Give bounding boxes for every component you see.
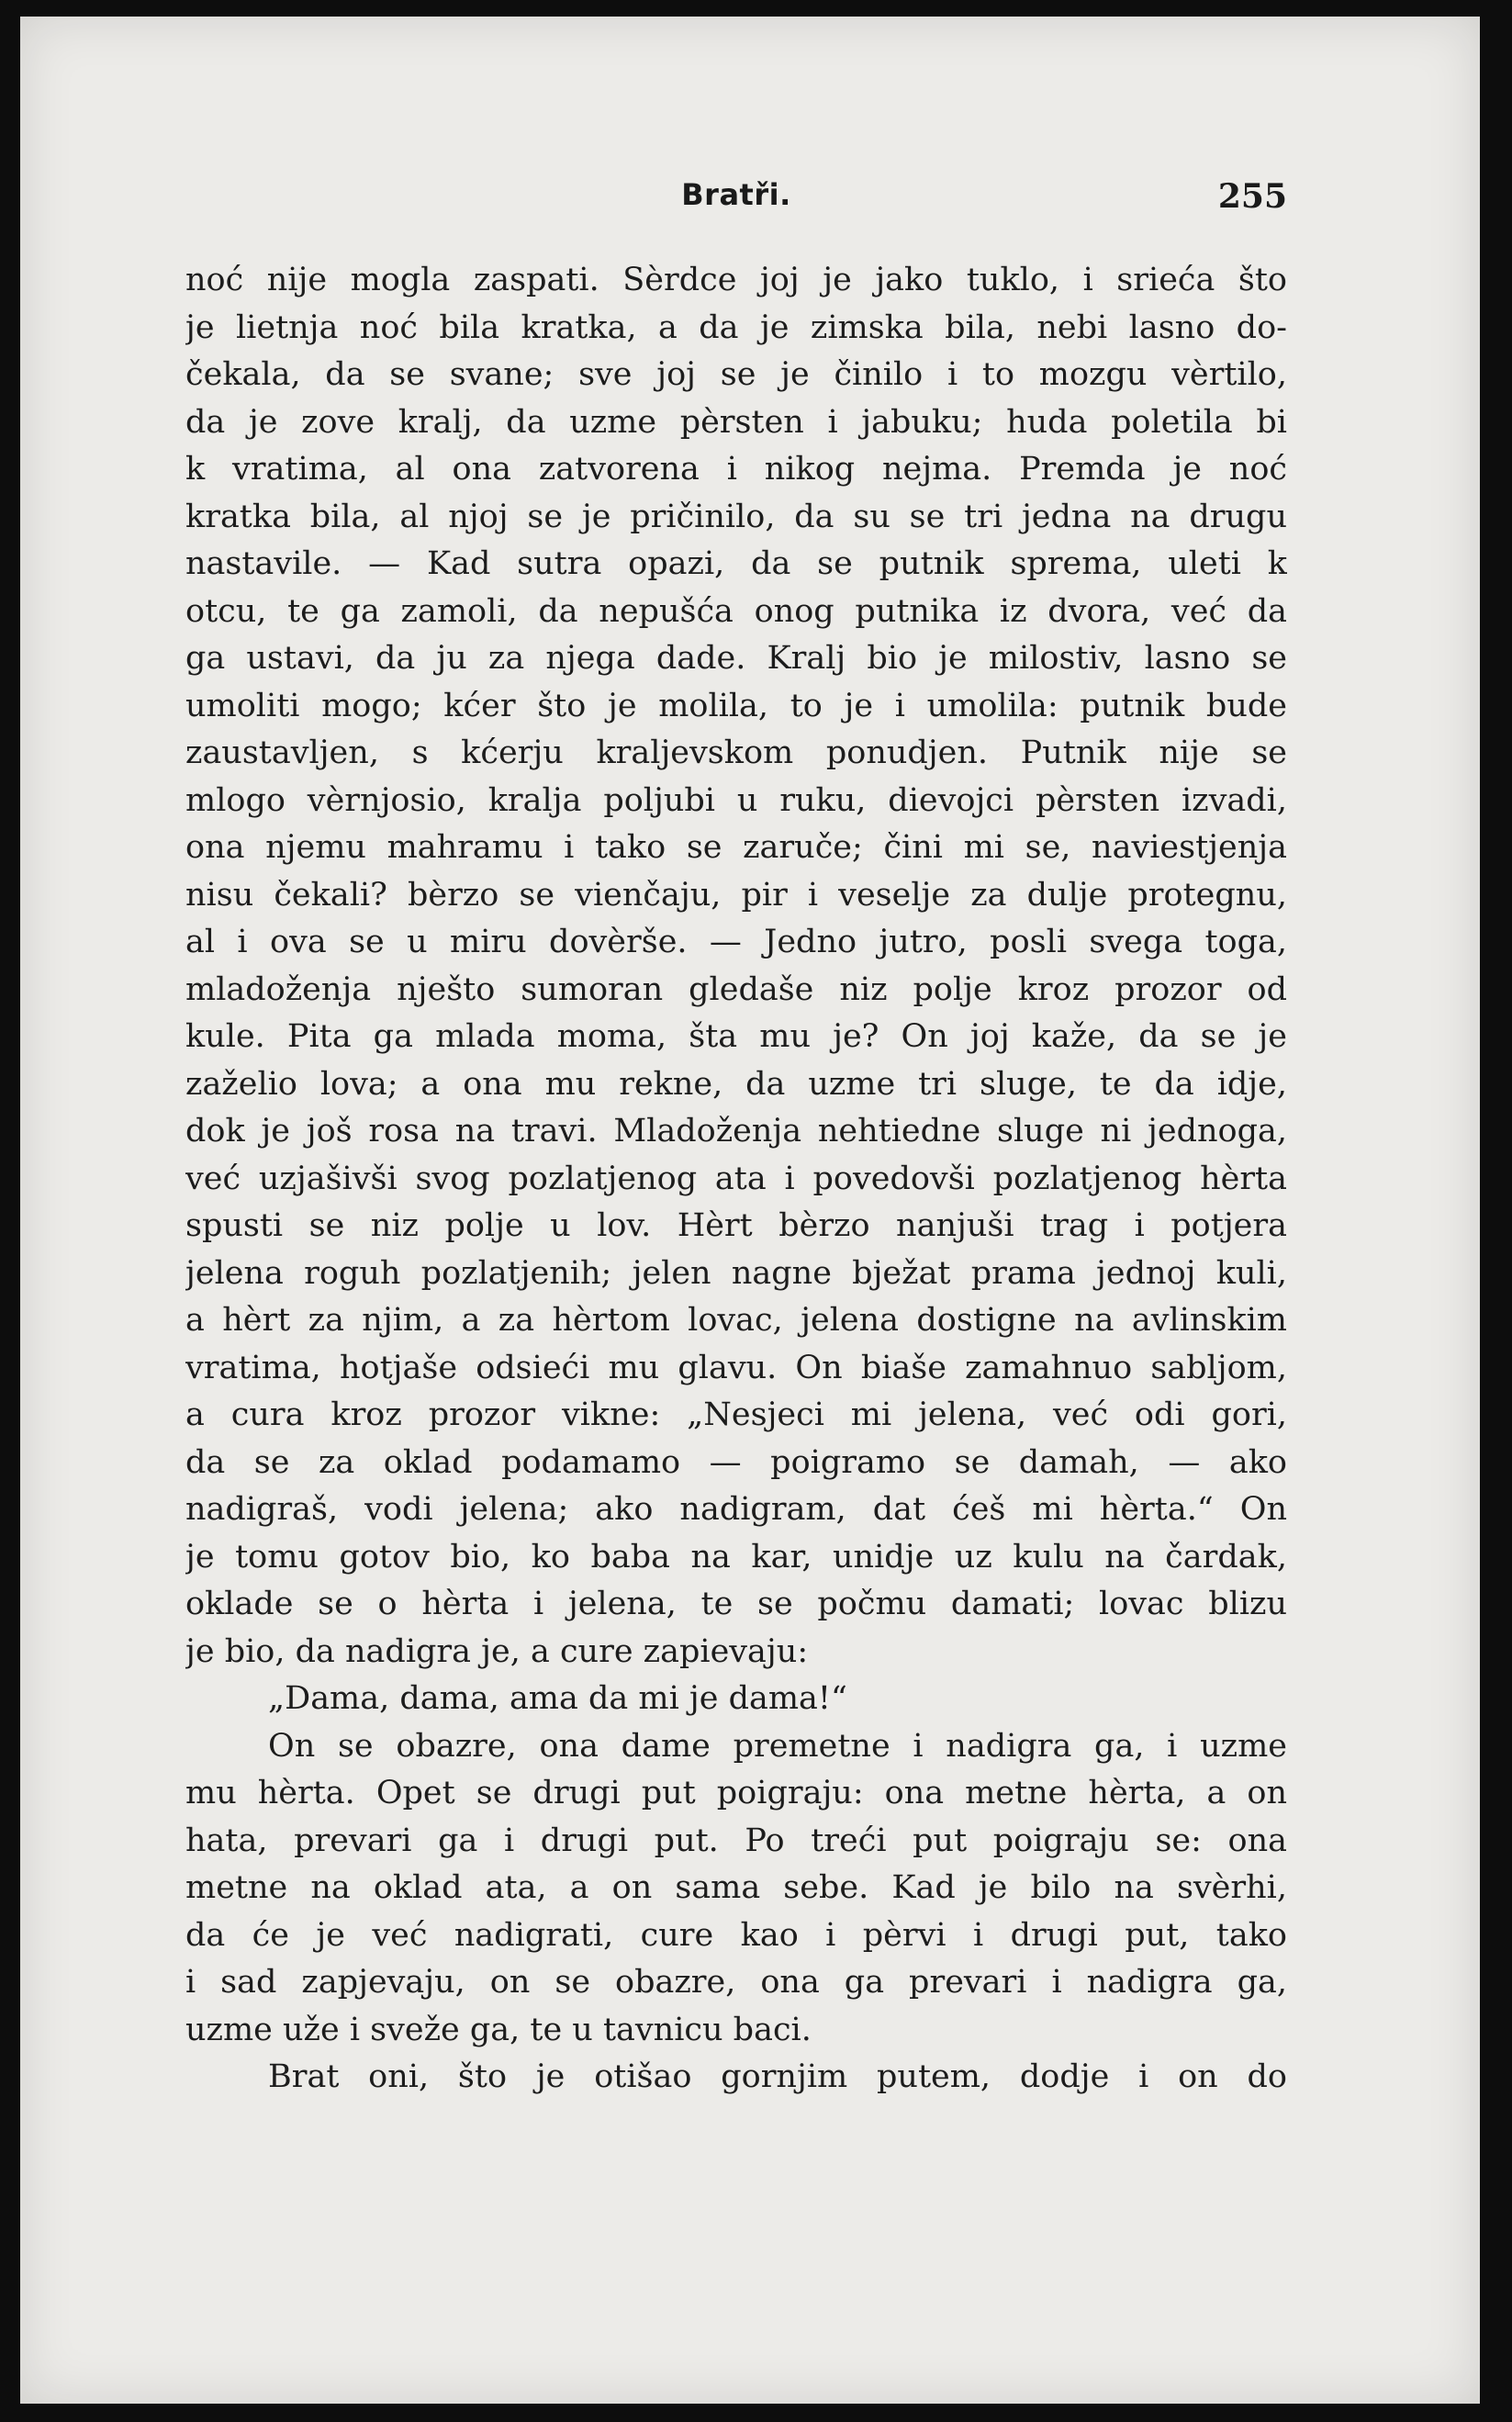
text-line: spusti se niz polje u lov. Hèrt bèrzo nanjuši trag i potjera [185,1207,1287,1244]
text-line: čekala, da se svane; sve joj se je činilo i to mozgu vèrtilo, [185,356,1287,393]
book-page [20,17,1480,2404]
text-line: nadigraš, vodi jelena; ako nadigram, dat ćeš mi hèrta.“ On [185,1491,1287,1528]
text-line: hata, prevari ga i drugi put. Po treći put poigraju se: ona [185,1822,1287,1859]
text-line: zaustavljen, s kćerju kraljevskom ponudjen. Putnik nije se [185,734,1287,771]
text-line: ona njemu mahramu i tako se zaruče; čini mi se, naviestjenja [185,829,1287,866]
text-line: kratka bila, al njoj se je pričinilo, da su se tri jedna na drugu [185,498,1287,535]
paragraph-start-line: On se obazre, ona dame premetne i nadigra ga, i uzme [268,1727,1287,1765]
text-line: dok je još rosa na travi. Mladoženja nehtiedne sluge ni jednoga, [185,1113,1287,1149]
text-line: nastavile. — Kad sutra opazi, da se putnik sprema, uleti k [185,545,1287,582]
paragraph-start-line: Brat oni, što je otišao gornjim putem, dodje i on do [268,2058,1287,2095]
text-line: a hèrt za njim, a za hèrtom lovac, jelena dostigne na avlinskim [185,1302,1287,1339]
text-line: da je zove kralj, da uzme pèrsten i jabuku; huda poletila bi [185,403,1287,441]
text-line: metne na oklad ata, a on sama sebe. Kad je bilo na svèrhi, [185,1869,1287,1906]
text-line: al i ova se u miru dovèrše. — Jedno jutro, posli svega toga, [185,924,1287,960]
text-line: zaželio lova; a ona mu rekne, da uzme tri sluge, te da idje, [185,1065,1287,1103]
text-line: vratima, hotjaše odsieći mu glavu. On biaše zamahnuo sabljom, [185,1349,1287,1386]
text-line: mu hèrta. Opet se drugi put poigraju: ona metne hèrta, a on [185,1775,1287,1811]
page-number: 255 [1217,177,1287,216]
text-line: već uzjašivši svog pozlatjenog ata i povedovši pozlatjenog hèrta [185,1160,1287,1197]
text-line: kule. Pita ga mlada moma, šta mu je? On joj kaže, da se je [185,1018,1287,1055]
text-line: otcu, te ga zamoli, da nepušća onog putnika iz dvora, već da [185,592,1287,630]
page-header [185,177,1287,223]
text-line: da se za oklad podamamo — poigramo se damah, — ako [185,1443,1287,1481]
text-line: nisu čekali? bèrzo se vienčaju, pir i veselje za dulje protegnu, [185,876,1287,914]
body-text [185,257,1287,2102]
text-line: ga ustavi, da ju za njega dade. Kralj bio je milostiv, lasno se [185,640,1287,677]
text-line: oklade se o hèrta i jelena, te se počmu damati; lovac blizu [185,1586,1287,1622]
text-line: k vratima, al ona zatvorena i nikog nejma. Premda je noć [185,451,1287,488]
text-line: jelena roguh pozlatjenih; jelen nagne bježat prama jednoj kuli, [185,1254,1287,1292]
text-line: a cura kroz prozor vikne: „Nesjeci mi jelena, već odi gori, [185,1396,1287,1433]
text-line: noć nije mogla zaspati. Sèrdce joj je jako tuklo, i srieća što [185,262,1287,298]
text-line: mladoženja nješto sumoran gledaše niz polje kroz prozor od [185,970,1287,1008]
text-line: uzme uže i sveže ga, te u tavnicu baci. [185,2011,812,2048]
verse-line: „Dama, dama, ama da mi je dama!“ [268,1680,847,1717]
text-line: je lietnja noć bila kratka, a da je zimska bila, nebi lasno do- [185,308,1287,346]
text-line: i sad zapjevaju, on se obazre, ona ga prevari i nadigra ga, [185,1964,1287,2001]
text-line: da će je već nadigrati, cure kao i pèrvi i drugi put, tako [185,1916,1287,1954]
text-line: je tomu gotov bio, ko baba na kar, unidje uz kulu na čardak, [185,1538,1287,1575]
text-line: umoliti mogo; kćer što je molila, to je i umolila: putnik bude [185,687,1287,724]
text-line: mlogo vèrnjosio, kralja poljubi u ruku, dievojci pèrsten izvadi, [185,781,1287,819]
running-title: Bratři. [681,177,791,212]
text-line: je bio, da nadigra je, a cure zapievaju: [185,1632,809,1670]
